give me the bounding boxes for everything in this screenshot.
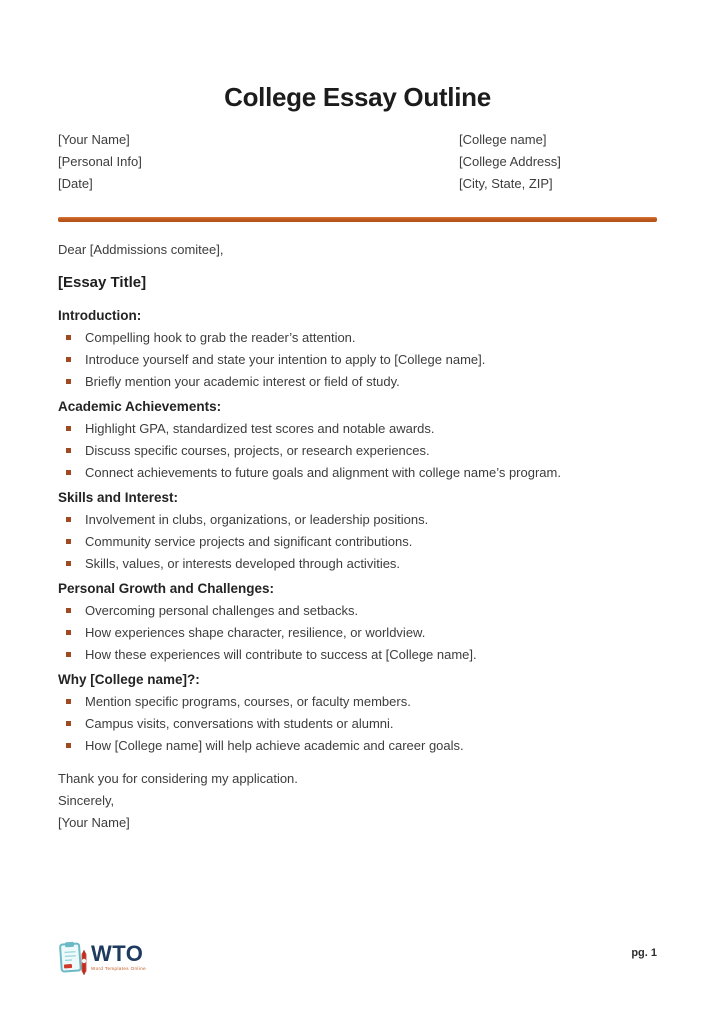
bullet-text: Overcoming personal challenges and setbacks. [85,603,359,618]
date-placeholder: [Date] [58,176,93,191]
sender-name-placeholder: [Your Name] [58,132,130,147]
bullet-list [58,327,657,393]
bullet-item [58,735,657,757]
bullet-text: Highlight GPA, standardized test scores and notable awards. [85,421,435,436]
square-bullet-icon [66,539,71,544]
closing-sincerely: Sincerely, [58,793,115,808]
section-heading: Introduction: [58,308,142,323]
square-bullet-icon [66,608,71,613]
bullet-item [58,349,657,371]
bullet-list [58,691,657,757]
bullet-text: Compelling hook to grab the reader’s attention. [85,330,356,345]
bullet-item [58,509,657,531]
section-heading: Personal Growth and Challenges: [58,581,275,596]
square-bullet-icon [66,721,71,726]
bullet-item [58,327,657,349]
college-name-placeholder: [College name] [459,132,547,147]
bullet-item [58,600,657,622]
bullet-text: How experiences shape character, resilience, or worldview. [85,625,426,640]
bullet-text: How these experiences will contribute to success at [College name]. [85,647,477,662]
square-bullet-icon [66,699,71,704]
square-bullet-icon [66,426,71,431]
bullet-item [58,622,657,644]
wto-logo-text-block [91,943,146,971]
bullet-text: Introduce yourself and state your intention to apply to [College name]. [85,352,486,367]
bullet-item [58,440,657,462]
square-bullet-icon [66,517,71,522]
square-bullet-icon [66,561,71,566]
section-heading: Academic Achievements: [58,399,222,414]
square-bullet-icon [66,630,71,635]
closing-thanks: Thank you for considering my application. [58,771,298,786]
section-why-college [58,669,657,757]
square-bullet-icon [66,470,71,475]
essay-title-placeholder: [Essay Title] [58,274,147,291]
square-bullet-icon [66,379,71,384]
square-bullet-icon [66,357,71,362]
section-heading: Skills and Interest: [58,490,179,505]
page-title: College Essay Outline [224,82,491,112]
page-number: pg. 1 [631,947,657,959]
bullet-list [58,418,657,484]
section-personal-growth [58,578,657,666]
bullet-text: Campus visits, conversations with students or alumni. [85,716,394,731]
bullet-list [58,600,657,666]
bullet-text: Community service projects and significant contributions. [85,534,413,549]
square-bullet-icon [66,335,71,340]
letter-header [58,129,657,195]
sender-block [58,129,459,195]
bullet-text: Briefly mention your academic interest or field of study. [85,374,400,389]
recipient-block [459,129,657,195]
section-introduction [58,305,657,393]
bullet-item [58,553,657,575]
bullet-text: Mention specific programs, courses, or faculty members. [85,694,411,709]
college-city-state-zip-placeholder: [City, State, ZIP] [459,176,553,191]
bullet-item [58,713,657,735]
letter-closing [58,768,657,834]
accent-divider [58,217,657,222]
bullet-text: How [College name] will help achieve academic and career goals. [85,738,464,753]
bullet-item [58,531,657,553]
bullet-item [58,418,657,440]
section-academic-achievements [58,396,657,484]
sender-info-placeholder: [Personal Info] [58,154,142,169]
square-bullet-icon [66,652,71,657]
bullet-text: Connect achievements to future goals and alignment with college name’s program. [85,465,561,480]
bullet-item [58,371,657,393]
square-bullet-icon [66,743,71,748]
bullet-list [58,509,657,575]
page-footer [58,941,657,981]
college-address-placeholder: [College Address] [459,154,561,169]
square-bullet-icon [66,448,71,453]
clipboard-pen-icon [58,941,88,981]
bullet-text: Involvement in clubs, organizations, or leadership positions. [85,512,429,527]
bullet-item [58,691,657,713]
wto-logo-text: WTO [91,941,144,966]
bullet-item [58,644,657,666]
bullet-text: Discuss specific courses, projects, or research experiences. [85,443,430,458]
bullet-item [58,462,657,484]
wto-logo-tagline: Word Templates Online [91,966,147,971]
salutation: Dear [Addmissions comitee], [58,242,224,257]
closing-signature-placeholder: [Your Name] [58,815,130,830]
wto-logo [58,941,146,981]
section-heading: Why [College name]?: [58,672,200,687]
section-skills-and-interest [58,487,657,575]
bullet-text: Skills, values, or interests developed through activities. [85,556,401,571]
document-content [0,82,720,834]
